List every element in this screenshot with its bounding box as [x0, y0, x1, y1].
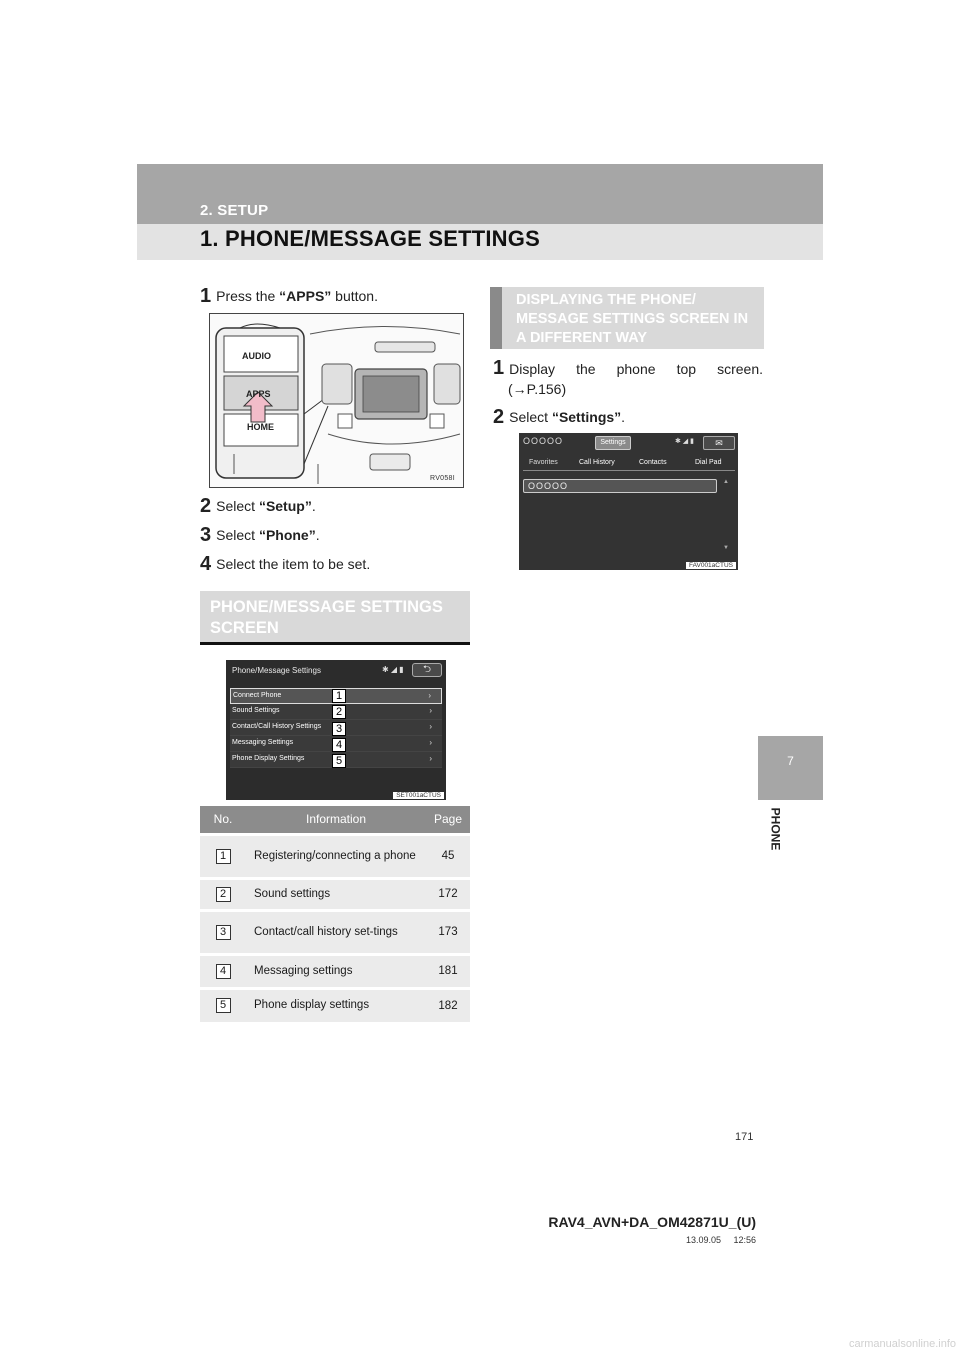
row-number: 1 — [216, 849, 231, 864]
table-row — [200, 954, 470, 988]
status-icons: ✱ ◢ ▮ — [675, 438, 694, 445]
column-header-no: No. — [200, 806, 246, 834]
chevron-right-icon: › — [429, 754, 432, 763]
chapter-tab — [758, 736, 823, 800]
settings-table — [200, 806, 470, 1022]
page-number: 171 — [735, 1131, 754, 1143]
row-information: Phone display settings — [246, 988, 426, 1022]
step-4: 4 Select the item to be set. — [200, 553, 371, 575]
tab-call-history[interactable]: Call History — [579, 459, 615, 466]
column-header-information: Information — [246, 806, 426, 834]
callout-5: 5 — [332, 754, 346, 768]
heading-accent-bar — [490, 287, 502, 349]
document-date: 13.09.05 12:56 — [685, 1235, 756, 1245]
different-way-heading: DISPLAYING THE PHONE/ MESSAGE SETTINGS SCREEN IN A DIFFERENT WAY — [490, 287, 764, 349]
table-row — [200, 878, 470, 910]
audio-button-label: AUDIO — [242, 351, 271, 361]
row-information: Sound settings — [246, 878, 426, 910]
tab-contacts[interactable]: Contacts — [639, 459, 667, 466]
list-item-sound-settings[interactable]: Sound Settings › — [230, 704, 442, 720]
row-number: 2 — [216, 887, 231, 902]
page-reference: (→P.156) — [508, 381, 567, 397]
chevron-right-icon: › — [429, 738, 432, 747]
screen-code: SET001aCTUS — [393, 792, 444, 799]
callout-3: 3 — [332, 722, 346, 736]
phone-tabs — [523, 457, 735, 471]
right-step-1: 1 Display the phone top screen. (→P.156) — [493, 357, 763, 397]
step-1: 1 Press the “APPS” button. — [200, 285, 378, 307]
row-page: 172 — [426, 878, 470, 910]
row-number: 4 — [216, 964, 231, 979]
list-item-messaging-settings[interactable]: Messaging Settings › — [230, 736, 442, 752]
chapter-number: 7 — [787, 754, 794, 768]
chevron-right-icon: › — [429, 706, 432, 715]
settings-screen-heading: PHONE/MESSAGE SETTINGS SCREEN — [200, 591, 470, 645]
table-row — [200, 834, 470, 878]
back-arrow-icon: ⮌ — [422, 664, 431, 675]
apps-button-label: APPS — [246, 389, 271, 399]
row-number: 5 — [216, 998, 231, 1013]
chevron-right-icon: › — [428, 691, 431, 700]
page-title: 1. PHONE/MESSAGE SETTINGS — [200, 226, 540, 251]
contact-entry[interactable]: OOOOO — [523, 479, 717, 493]
envelope-icon: ✉ — [715, 438, 723, 448]
callout-4: 4 — [332, 738, 346, 752]
status-icons: ✱ ◢ ▮ — [382, 665, 404, 674]
watermark: carmanualsonline.info — [848, 1338, 956, 1350]
row-information: Messaging settings — [246, 954, 426, 988]
screen-title: Phone/Message Settings — [232, 666, 321, 675]
column-header-page: Page — [426, 806, 470, 834]
scroll-down-icon[interactable]: ▼ — [723, 545, 729, 551]
back-button[interactable] — [412, 663, 442, 677]
tab-favorites[interactable]: Favorites — [529, 459, 558, 466]
home-button-label: HOME — [247, 422, 274, 432]
phone-message-settings-screen — [226, 660, 446, 800]
table-row — [200, 988, 470, 1022]
document-id: RAV4_AVN+DA_OM42871U_(U) — [548, 1214, 756, 1230]
phone-top-screen — [519, 433, 738, 570]
row-information: Registering/connecting a phone — [246, 834, 426, 878]
dashboard-illustration — [210, 314, 464, 488]
list-item-phone-display-settings[interactable]: Phone Display Settings › — [230, 752, 442, 768]
row-page: 45 — [426, 834, 470, 878]
callout-1: 1 — [332, 689, 346, 703]
table-row — [200, 910, 470, 954]
list-item-contact-call-history[interactable]: Contact/Call History Settings › — [230, 720, 442, 736]
right-step-2: 2 Select “Settings”. — [493, 406, 626, 428]
message-button[interactable] — [703, 436, 735, 450]
settings-button[interactable]: Settings — [595, 436, 631, 450]
dashboard-figure — [209, 313, 464, 488]
row-page: 181 — [426, 954, 470, 988]
screen-code: FAV001aCTUS — [686, 562, 736, 569]
row-information: Contact/call history set-tings — [246, 910, 426, 954]
step-3: 3 Select “Phone”. — [200, 524, 320, 546]
tab-dial-pad[interactable]: Dial Pad — [695, 459, 722, 466]
chevron-right-icon: › — [429, 722, 432, 731]
table-header-row — [200, 806, 470, 834]
list-item-connect-phone[interactable]: Connect Phone › — [230, 688, 442, 704]
section-label: 2. SETUP — [200, 202, 269, 219]
scroll-up-icon[interactable]: ▲ — [723, 479, 729, 485]
step-2: 2 Select “Setup”. — [200, 495, 316, 517]
phone-name: OOOOO — [523, 436, 564, 446]
row-page: 182 — [426, 988, 470, 1022]
callout-2: 2 — [332, 705, 346, 719]
row-number: 3 — [216, 925, 231, 940]
row-page: 173 — [426, 910, 470, 954]
figure-code: RV058I — [429, 475, 455, 482]
chapter-label: PHONE — [768, 807, 783, 851]
